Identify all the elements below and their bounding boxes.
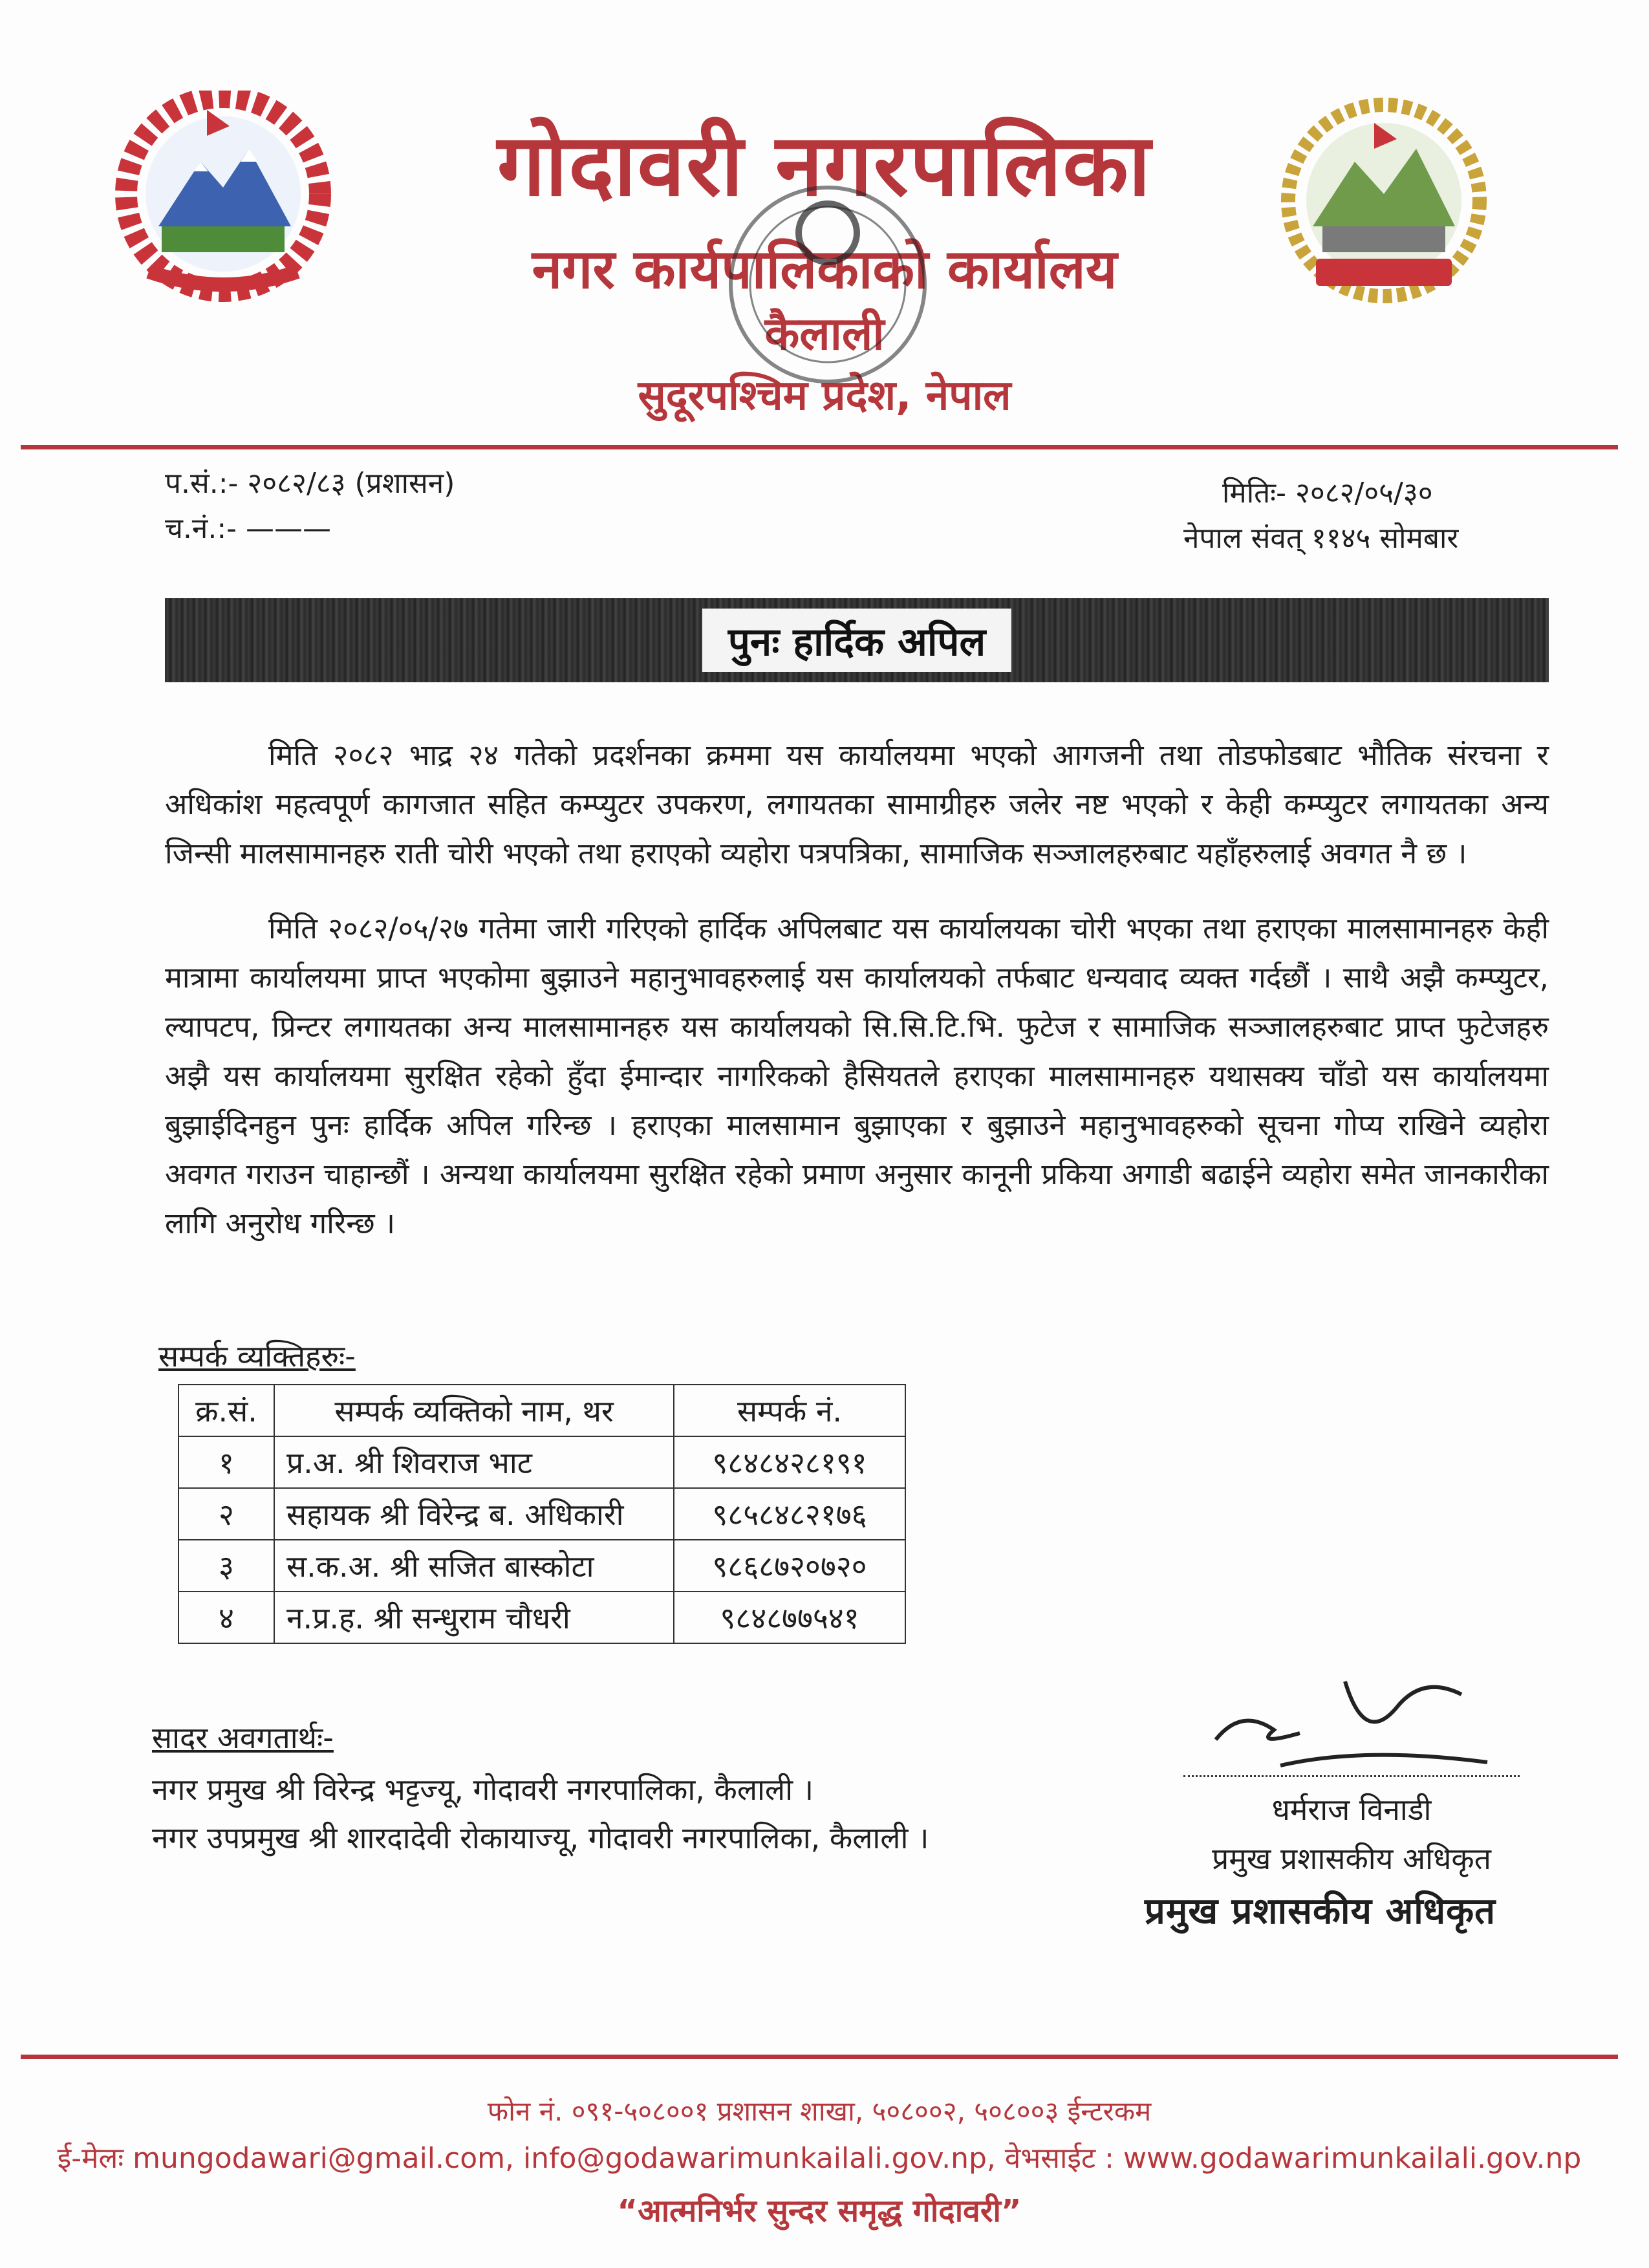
table-row — [178, 1488, 905, 1540]
cc-line: नगर उपप्रमुख श्री शारदादेवी रोकायाज्यू, गोदावरी नगरपालिका, कैलाली । — [152, 1820, 929, 1855]
designation-stamp: प्रमुख प्रशासकीय अधिकृत — [1145, 1890, 1496, 1932]
office-name: नगर कार्यपालिकाको कार्यालय — [532, 237, 1117, 301]
paragraph-2: मिति २०८२/०५/२७ गतेमा जारी गरिएको हार्दिक अपिलबाट यस कार्यालयका चोरी भएका तथा हराएका मालसामानहरु केही मात्रामा कार्यालयमा प्राप्त भएकोमा बुझाउने महानुभावहरुलाई यस कार्यालयको तर्फबाट धन्यवाद व्यक्त गर्दछौं । साथै अझै कम्प्युटर, ल्यापटप, प्रिन्टर लगायतका अन्य मालसामानहरु यस कार्यालयको सि.सि.टि.भि. फुटेज र सामाजिक सञ्जालहरुबाट प्राप्त फुटेजहरु अझै यस कार्यालयमा सुरक्षित रहेको हुँदा ईमान्दार नागरिकको हैसियतले हराएका मालसामानहरु यथासक्य चाँडो यस कार्यालयमा बुझाईदिनहुन पुनः हार्दिक अपिल गरिन्छ । हराएका मालसामान बुझाएका र बुझाउने महानुभावहरुको सूचना गोप्य राखिने व्यहोरा अवगत गराउन चाहान्छौं । अन्यथा कार्यालयमा सुरक्षित रहेको प्रमाण अनुसार कानूनी प्रकिया अगाडी बढाईने व्यहोरा समेत जानकारीका लागि अनुरोध गरिन्छ । — [165, 911, 1549, 1240]
table-cell: २ — [178, 1488, 274, 1540]
column-header: सम्पर्क नं. — [674, 1385, 905, 1436]
municipality-title: गोदावरी नगरपालिका — [497, 116, 1152, 215]
footer-phone: फोन नं. ०९१-५०८००१ प्रशासन शाखा, ५०८००२, ५०८००३ ईन्टरकम — [487, 2095, 1152, 2127]
table-cell: ४ — [178, 1592, 274, 1643]
paragraph-1: मिति २०८२ भाद्र २४ गतेको प्रदर्शनका क्रममा यस कार्यालयमा भएको आगजनी तथा तोडफोडबाट भौतिक संरचना र अधिकांश महत्वपूर्ण कागजात सहित कम्प्युटर उपकरण, लगायतका सामाग्रीहरु जलेर नष्ट भएको र केही कम्प्युटर लगायतका अन्य जिन्सी मालसामानहरु राती चोरी भएको तथा हराएको व्यहोरा पत्रपत्रिका, सामाजिक सञ्जालहरुबाट यहाँहरुलाई अवगत नै छ । — [165, 738, 1549, 870]
table-row — [178, 1592, 905, 1643]
column-header: क्र.सं. — [178, 1385, 274, 1436]
table-cell: सहायक श्री विरेन्द्र ब. अधिकारी — [274, 1488, 674, 1540]
body-text — [165, 731, 1549, 1248]
province-name: सुदूरपश्चिम प्रदेश, नेपाल — [638, 372, 1011, 420]
signature-icon — [1203, 1669, 1507, 1778]
header-rule — [21, 445, 1618, 449]
table-cell: प्र.अ. श्री शिवराज भाट — [274, 1436, 674, 1488]
table-cell: ९८५८४८२१७६ — [674, 1488, 905, 1540]
district-name: कैलाली — [764, 307, 885, 360]
table-row — [178, 1436, 905, 1488]
reference-number: प.सं.:- २०८२/८३ (प्रशासन) — [165, 467, 455, 500]
signature-line — [1183, 1775, 1520, 1777]
column-header: सम्पर्क व्यक्तिको नाम, थर — [274, 1385, 674, 1436]
contacts-heading: सम्पर्क व्यक्तिहरुः- — [158, 1339, 356, 1374]
signatory-block — [1151, 1785, 1552, 1883]
table-cell: स.क.अ. श्री सजित बास्कोटा — [274, 1540, 674, 1592]
footer-rule — [21, 2055, 1618, 2059]
table-cell: १ — [178, 1436, 274, 1488]
table-cell: ९८६८७२०७२० — [674, 1540, 905, 1592]
cc-list — [152, 1766, 929, 1863]
nepal-samvat-date: नेपाल संवत् ११४५ सोमबार — [1183, 522, 1459, 555]
godawari-municipality-logo-icon — [1277, 97, 1491, 310]
footer-contact: ई-मेलः mungodawari@gmail.com, info@godawarimunkailali.gov.np, वेभसाईट : www.godawarimunkailali.gov.np — [57, 2142, 1582, 2175]
nepal-emblem-icon — [97, 91, 349, 304]
table-cell: ९८४८४२८१९१ — [674, 1436, 905, 1488]
cc-heading: सादर अवगतार्थः- — [152, 1720, 334, 1755]
heading-banner — [165, 598, 1549, 682]
table-header-row — [178, 1385, 905, 1436]
notice-heading: पुनः हार्दिक अपिल — [702, 609, 1011, 672]
table-cell: ९८४८७७५४१ — [674, 1592, 905, 1643]
signatory-name: धर्मराज विनाडी — [1271, 1792, 1432, 1827]
table-cell: न.प्र.ह. श्री सन्धुराम चौधरी — [274, 1592, 674, 1643]
signatory-designation: प्रमुख प्रशासकीय अधिकृत — [1212, 1841, 1491, 1876]
dispatch-number: च.नं.:- ——— — [165, 512, 332, 545]
contacts-table — [178, 1384, 906, 1644]
office-seal-icon — [705, 162, 951, 407]
footer-slogan: “आत्मनिर्भर सुन्दर समृद्ध गोदावरी” — [617, 2193, 1022, 2229]
table-row — [178, 1540, 905, 1592]
cc-line: नगर प्रमुख श्री विरेन्द्र भट्टज्यू, गोदावरी नगरपालिका, कैलाली । — [152, 1772, 814, 1807]
table-cell: ३ — [178, 1540, 274, 1592]
date: मितिः- २०८२/०५/३० — [1222, 477, 1433, 510]
